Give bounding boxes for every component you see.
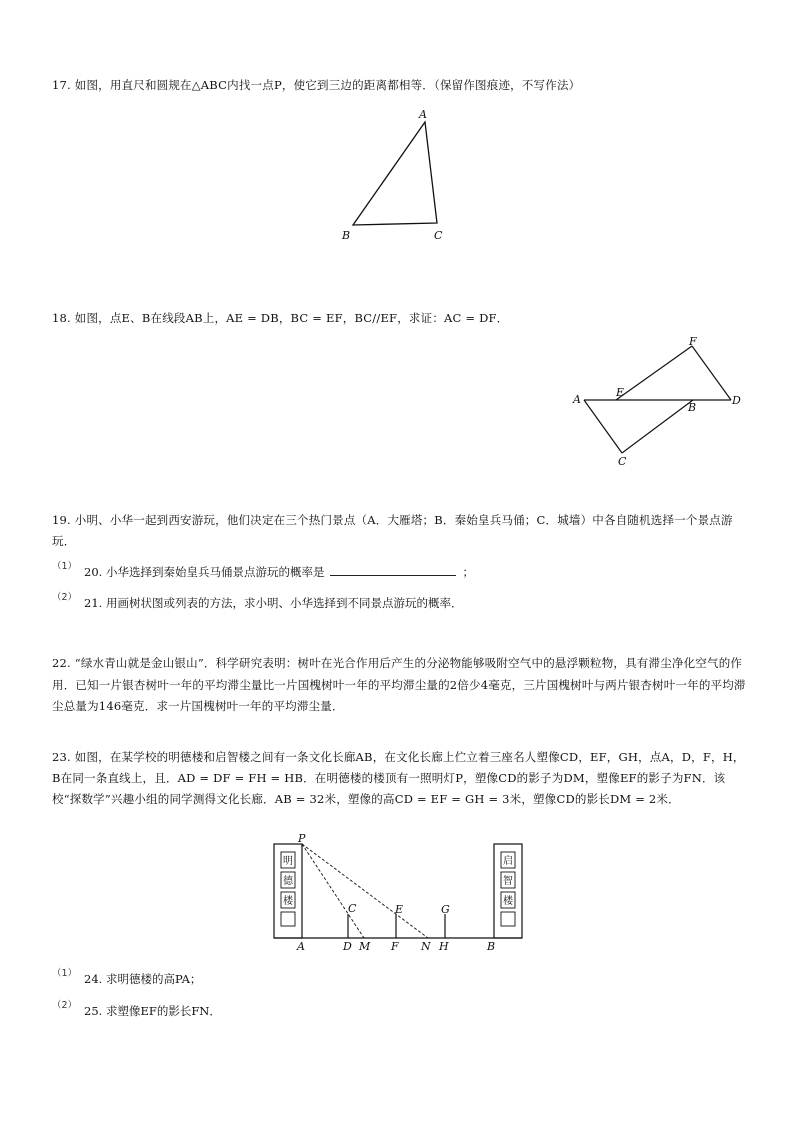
- label-b: B: [342, 229, 351, 242]
- label-a: A: [573, 393, 581, 406]
- label-d: D: [343, 940, 352, 953]
- left-building-char-1: 明: [283, 856, 293, 867]
- label-b: B: [487, 940, 496, 953]
- triangle-abc-figure: [330, 100, 460, 250]
- segment-cb: [622, 400, 693, 453]
- question-23: [52, 747, 752, 810]
- segment-figure: [568, 330, 748, 470]
- label-c: C: [348, 902, 357, 915]
- question-20-end: ；: [462, 565, 474, 579]
- sub-mark-2: （2）: [52, 1000, 78, 1011]
- segment-fd: [692, 346, 731, 400]
- question-22-text: 22. “绿水青山就是金山银山”．科学研究表明：树叶在光合作用后产生的分泌物能够吸附空气中的悬浮颗粒物，具有滞尘净化空气的作用．已知一片银杏树叶一年的平均滞尘量比一片国槐树叶一年的平均滞尘量的2倍少4毫克，三片国槐树叶与两片银杏树叶一年的平均滞尘总量为146毫克．求一片国槐树叶一年的平均滞尘量．: [52, 656, 746, 713]
- right-building-char-3: 楼: [503, 896, 513, 907]
- answer-blank[interactable]: [330, 563, 456, 576]
- label-f: F: [689, 335, 697, 348]
- question-21-text: 21. 用画树状图或列表的方法，求小明、小华选择到不同景点游玩的概率．: [84, 596, 463, 610]
- label-m: M: [359, 940, 371, 953]
- label-e: E: [395, 903, 404, 916]
- label-n: N: [421, 940, 431, 953]
- right-building-char-1: 启: [503, 856, 513, 867]
- left-building-char-3: 楼: [283, 896, 293, 907]
- label-c: C: [434, 229, 443, 242]
- question-17-text: 17. 如图，用直尺和圆规在△ABC内找一点P，使它到三边的距离都相等．（保留作图痕迹，不写作法）: [52, 78, 581, 92]
- question-25: [52, 1002, 752, 1022]
- left-building-char-2: 德: [283, 876, 293, 887]
- question-19: [52, 510, 752, 552]
- question-20-text: 20. 小华选择到秦始皇兵马俑景点游玩的概率是: [84, 565, 325, 579]
- corridor-figure: [268, 832, 530, 954]
- label-e: E: [616, 386, 625, 399]
- question-19-text: 19. 小明、小华一起到西安游玩，他们决定在三个热门景点（A．大雁塔；B．秦始皇兵马俑；C．城墙）中各自随机选择一个景点游玩．: [52, 513, 733, 548]
- left-window: [281, 912, 295, 926]
- question-18-text: 18. 如图，点E、B在线段AB上，AE = DB，BC = EF，BC//EF，求证：AC = DF．: [52, 311, 509, 325]
- label-p: P: [298, 832, 306, 845]
- question-24-text: 24. 求明德楼的高PA；: [84, 972, 202, 986]
- segment-ef: [616, 346, 692, 400]
- question-22: [52, 653, 752, 718]
- triangle-abc: [353, 122, 437, 225]
- label-a: A: [297, 940, 305, 953]
- label-a: A: [419, 108, 427, 121]
- segment-ac: [584, 400, 622, 453]
- question-21: [52, 594, 752, 614]
- label-g: G: [441, 903, 450, 916]
- sub-mark-2: （2）: [52, 592, 78, 603]
- question-17: [52, 75, 752, 96]
- question-18: [52, 308, 752, 329]
- question-23-text: 23. 如图，在某学校的明德楼和启智楼之间有一条文化长廊AB，在文化长廊上伫立着三座名人塑像CD，EF，GH，点A，D，F，H，B在同一条直线上，且．AD = DF = FH = HB．在明德楼的楼顶有一照明灯P，塑像CD的影子为DM，塑像EF的影子为FN．该校“探数学”兴趣小组的同学测得文化长廊．AB = 32米，塑像的高CD = EF = GH = 3米，塑像CD的影长DM = 2米．: [52, 750, 745, 806]
- sub-mark-1: （1）: [52, 561, 78, 572]
- question-25-text: 25. 求塑像EF的影长FN．: [84, 1004, 221, 1018]
- sub-mark-1: （1）: [52, 968, 78, 979]
- question-20: [52, 563, 752, 583]
- question-24: [52, 970, 752, 990]
- right-building-char-2: 智: [503, 876, 513, 887]
- label-f: F: [391, 940, 399, 953]
- label-h: H: [439, 940, 449, 953]
- label-d: D: [732, 394, 741, 407]
- label-c: C: [618, 455, 627, 468]
- right-window: [501, 912, 515, 926]
- ray-pn: [302, 844, 428, 938]
- ray-pm: [302, 844, 364, 938]
- label-b: B: [688, 401, 697, 414]
